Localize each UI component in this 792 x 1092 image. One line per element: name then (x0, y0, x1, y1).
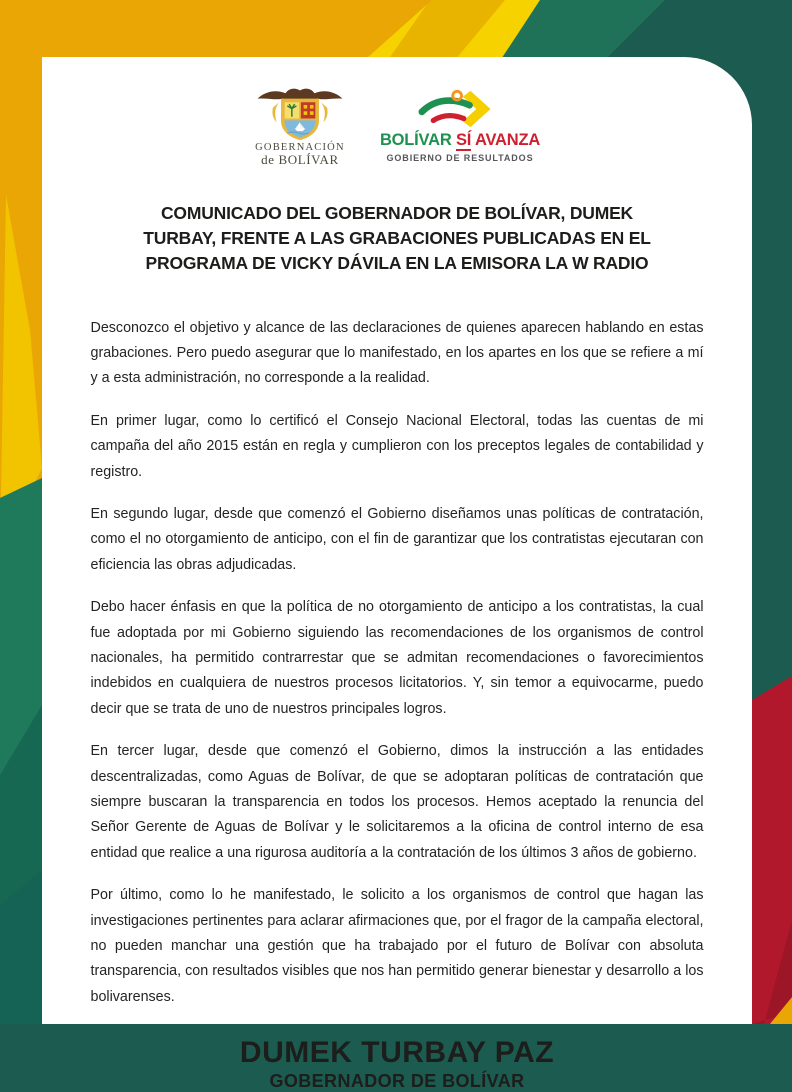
communique-title (90, 201, 704, 276)
paragraph-4: Debo hacer énfasis en que la política de no otorgamiento de anticipo a los contratistas, la cual fue adoptada por mi Gobierno siguiendo las recomendaciones de los organismos de control nacionales, ha permitido contrarrestar que se admitan recomendaciones o favorecimientos indebidos en cualquiera de nuestros procesos licitatorios. Y, sin temor a equivocarme, puedo decir que se trata de uno de nuestros principales logros. (90, 599, 704, 717)
avanza-figure-icon (417, 89, 503, 131)
gobernacion-logo-text (255, 143, 345, 167)
signature-block (90, 1036, 704, 1092)
gobernacion-logo (254, 86, 346, 167)
document-card (42, 57, 752, 1092)
paragraph-3: En segundo lugar, desde que comenzó el Gobierno diseñamos unas políticas de contratación, como el no otorgamiento de anticipo, con el fin de garantizar que los contratistas ejecutaran con eficiencia las obras adjudicadas. (90, 505, 704, 573)
avanza-word-si: SÍ (455, 130, 472, 149)
title-line-2: TURBAY, FRENTE A LAS GRABACIONES PUBLICADAS EN EL (143, 227, 651, 248)
communique-body (91, 316, 704, 1011)
paragraph-5: En tercer lugar, desde que comenzó el Gobierno, dimos la instrucción a las entidades descentralizadas, como Aguas de Bolívar, de que se adoptaran políticas de contratación que siempre buscaran la transparencia en todos los procesos. Hemos aceptado la renuncia del Señor Gerente de Aguas de Bolívar y le solicitaremos a la oficina de control interno de esa entidad que realice a una rigurosa auditoría a la contratación de los últimos 3 años de gobierno. (90, 743, 704, 861)
bolivar-si-avanza-logo (380, 89, 540, 163)
avanza-word-avanza: AVANZA (474, 130, 541, 149)
avanza-tagline: GOBIERNO DE RESULTADOS (386, 153, 534, 164)
logos-row (90, 83, 704, 169)
avanza-wordmark (380, 131, 540, 149)
gobernacion-name-line2: de BOLÍVAR (261, 152, 339, 168)
gobernacion-name-line1: GOBERNACIÓN (255, 141, 345, 153)
signature-role: GOBERNADOR DE BOLÍVAR (269, 1071, 525, 1092)
title-line-1: COMUNICADO DEL GOBERNADOR DE BOLÍVAR, DUMEK (160, 203, 633, 223)
paragraph-1: Desconozco el objetivo y alcance de las declaraciones de quienes aparecen hablando en estas grabaciones. Pero puedo asegurar que lo manifestado, en los apartes en los que se refiere a mí y a esta administración, no corresponde a la realidad. (90, 319, 704, 387)
signature-name: DUMEK TURBAY PAZ (239, 1036, 555, 1070)
title-line-3: PROGRAMA DE VICKY DÁVILA EN LA EMISORA LA W RADIO (145, 252, 649, 273)
coat-of-arms-icon (254, 86, 346, 142)
avanza-word-bolivar: BOLÍVAR (379, 130, 452, 149)
paragraph-2: En primer lugar, como lo certificó el Consejo Nacional Electoral, todas las cuentas de mi campaña del año 2015 están en regla y cumplieron con los preceptos legales de contabilidad y registro. (90, 412, 704, 480)
paragraph-6: Por último, como lo he manifestado, le solicito a los organismos de control que hagan las investigaciones pertinentes para aclarar afirmaciones que, por el fragor de la campaña electoral, no pueden manchar una gestión que ha trabajado por el futuro de Bolívar con absoluta transparencia, con resultados visibles que nos han permitido generar bienestar y desarrollo a los bolivarenses. (90, 887, 704, 1005)
